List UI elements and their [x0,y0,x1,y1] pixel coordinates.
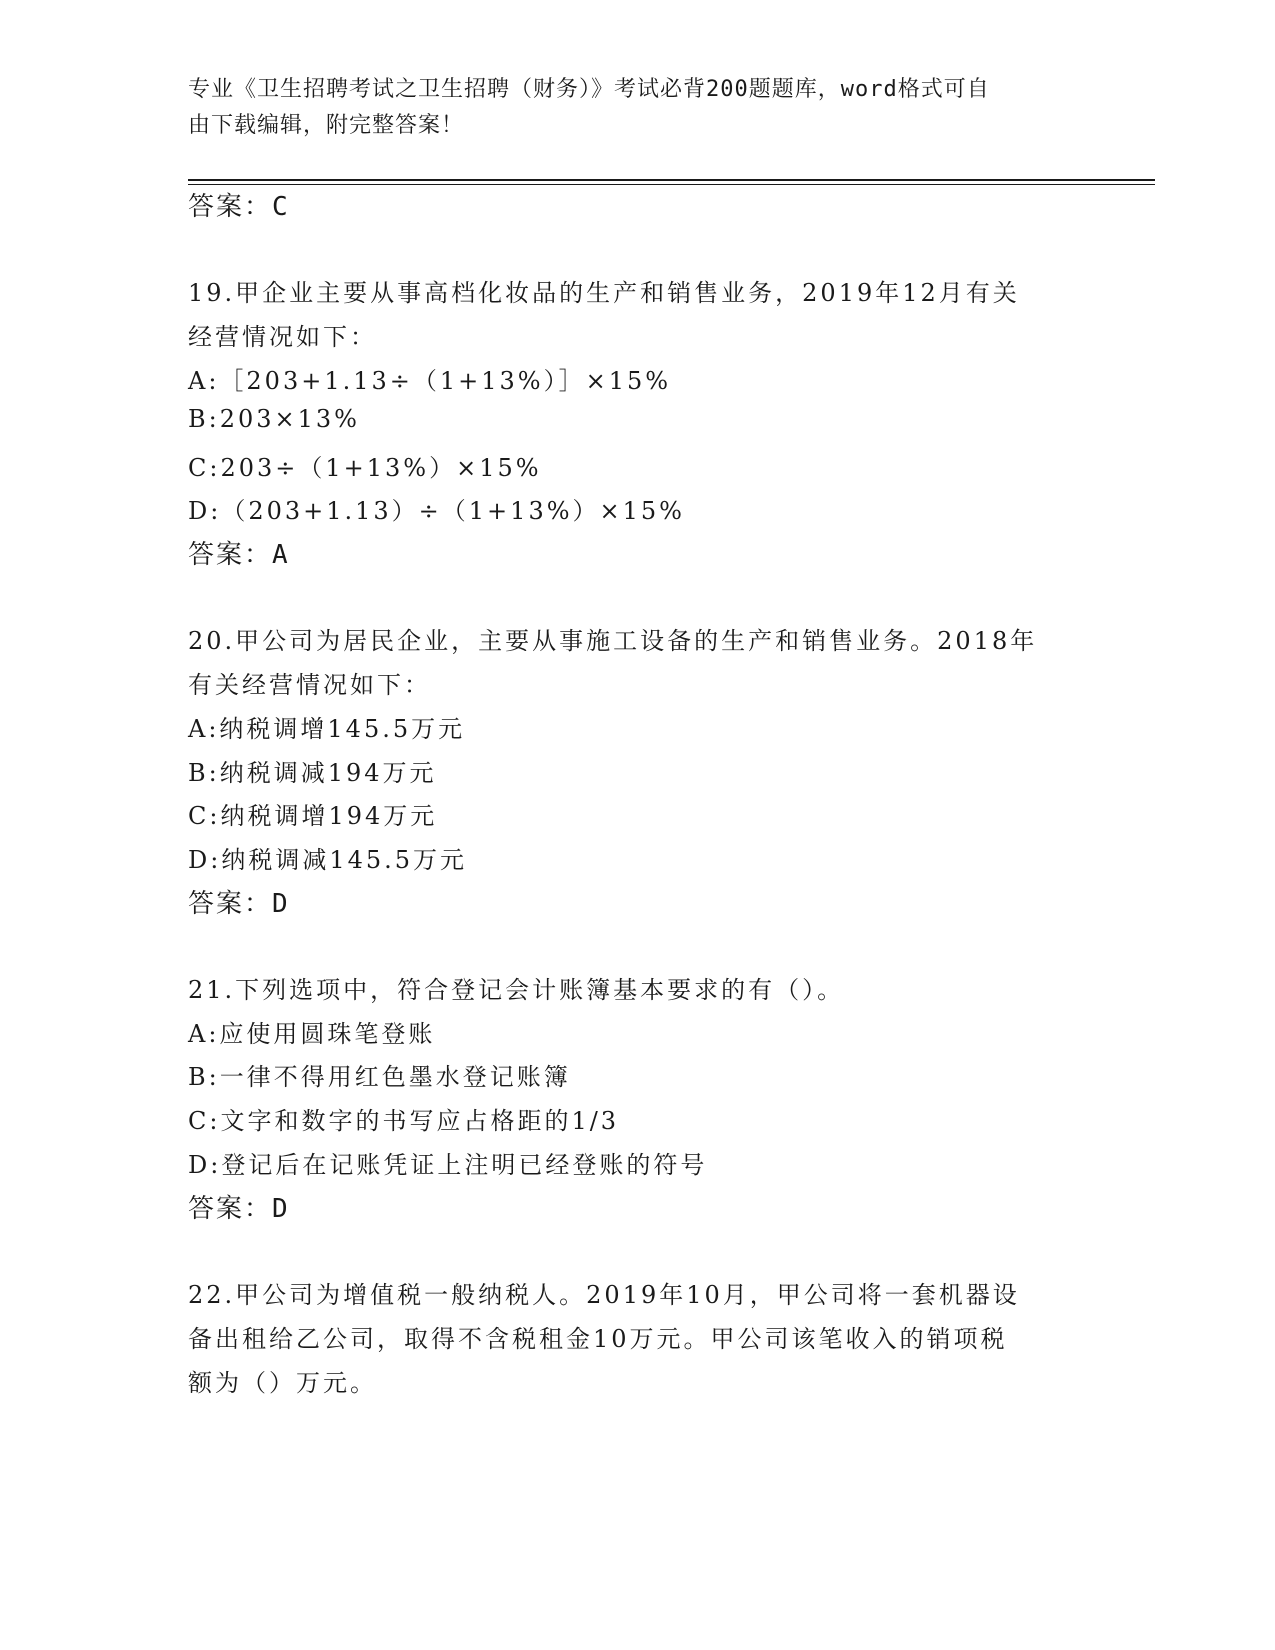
question-22-stem-line-2: 备出租给乙公司，取得不含税租金10万元。甲公司该笔收入的销项税 [188,1325,1008,1353]
question-20-option-d: D:纳税调减145.5万元 [188,846,468,874]
header-line-1: 专业《卫生招聘考试之卫生招聘（财务）》考试必背200题题库，word格式可自 [188,77,990,102]
question-21-option-b: B:一律不得用红色墨水登记账簿 [188,1063,571,1091]
question-19-option-b: B:203×13% [188,405,360,433]
header-line-2: 由下载编辑，附完整答案！ [188,113,465,138]
question-19-option-d: D:（203+1.13）÷（1+13%）×15% [188,497,685,525]
question-22-stem-line-1: 22.甲公司为增值税一般纳税人。2019年10月，甲公司将一套机器设 [188,1281,1020,1309]
question-21-stem-line-1: 21.下列选项中，符合登记会计账簿基本要求的有（）。 [188,976,845,1004]
question-20-stem-line-2: 有关经营情况如下： [188,671,431,699]
header-rule-thin [188,184,1155,185]
header-rule [188,179,1155,181]
question-21-option-c: C:文字和数字的书写应占格距的1/3 [188,1107,620,1135]
question-19-stem-line-2: 经营情况如下： [188,323,377,351]
question-20-option-c: C:纳税调增194万元 [188,802,438,830]
question-20-option-b: B:纳税调减194万元 [188,759,437,787]
document-header [188,72,1068,144]
answer-18: 答案：C [188,192,290,222]
question-19-stem-line-1: 19.甲企业主要从事高档化妆品的生产和销售业务，2019年12月有关 [188,279,1020,307]
question-19-answer: 答案：A [188,540,290,570]
question-19-option-c: C:203÷（1+13%）×15% [188,454,542,482]
question-19-option-a: A:［203+1.13÷（1+13%）］×15% [188,367,672,395]
question-20-stem-line-1: 20.甲公司为居民企业，主要从事施工设备的生产和销售业务。2018年 [188,627,1038,655]
question-20-option-a: A:纳税调增145.5万元 [188,715,466,743]
question-20-answer: 答案：D [188,889,290,919]
question-21-option-a: A:应使用圆珠笔登账 [188,1020,436,1048]
question-22-stem-line-3: 额为（）万元。 [188,1369,377,1397]
question-21-option-d: D:登记后在记账凭证上注明已经登账的符号 [188,1151,708,1179]
question-21-answer: 答案：D [188,1194,290,1224]
